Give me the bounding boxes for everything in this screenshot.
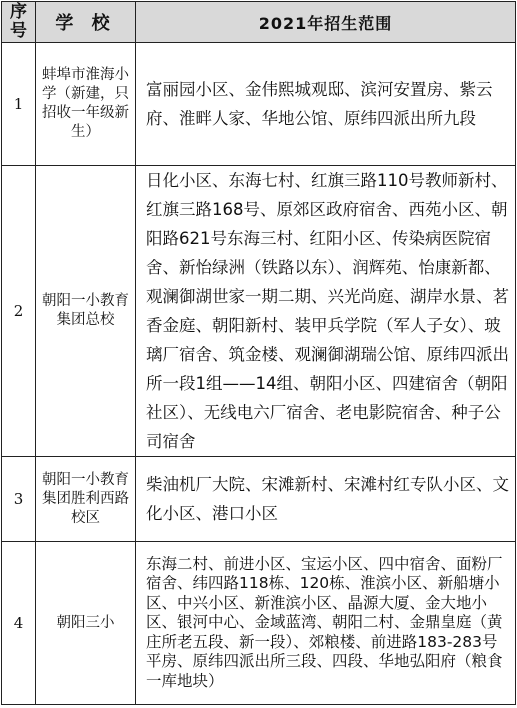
header-school: 学 校 [36, 2, 136, 43]
row-number: 4 [2, 542, 36, 705]
row-number: 2 [2, 166, 36, 457]
table-row [2, 43, 516, 166]
row-school: 蚌埠市淮海小学（新建，只招收一年级新生） [36, 43, 136, 166]
header-range: 2021年招生范围 [136, 2, 516, 43]
table-row [2, 166, 516, 457]
row-number: 3 [2, 457, 36, 542]
row-range: 日化小区、东海七村、红旗三路110号教师新村、红旗三路168号、原郊区政府宿舍、西苑小区、朝阳路621号东海三村、红阳小区、传染病医院宿舍、新怡绿洲（铁路以东）、润辉苑、怡康新都、观澜御湖世家一期二期、兴光尚庭、湖岸水景、茗香金庭、朝阳新村、装甲兵学院（军人子女）、玻璃厂宿舍、筑金楼、观澜御湖瑞公馆、原纬四派出所一段1组——14组、朝阳小区、四建宿舍（朝阳社区）、无线电六厂宿舍、老电影院宿舍、种子公司宿舍 [136, 166, 516, 457]
row-school: 朝阳一小教育集团胜利西路校区 [36, 457, 136, 542]
table-row [2, 457, 516, 542]
row-range: 柴油机厂大院、宋滩新村、宋滩村红专队小区、文化小区、港口小区 [136, 457, 516, 542]
row-school: 朝阳一小教育集团总校 [36, 166, 136, 457]
table-header-row [2, 2, 516, 43]
row-range: 富丽园小区、金伟熙城观邸、滨河安置房、紫云府、淮畔人家、华地公馆、原纬四派出所九段 [136, 43, 516, 166]
table-row [2, 542, 516, 705]
header-number: 序号 [2, 2, 36, 43]
row-number: 1 [2, 43, 36, 166]
row-range: 东海二村、前进小区、宝运小区、四中宿舍、面粉厂宿舍、纬四路118栋、120栋、淮滨小区、新船塘小区、中兴小区、新淮滨小区、晶源大厦、金大地小区、银河中心、金域蓝湾、朝阳二村、金鼎皇庭（黄庄所老五段、新一段）、郊粮楼、前进路183-283号平房、原纬四派出所三段、四段、华地弘阳府（粮食一库地块） [136, 542, 516, 705]
enrollment-table [1, 1, 516, 705]
row-school: 朝阳三小 [36, 542, 136, 705]
